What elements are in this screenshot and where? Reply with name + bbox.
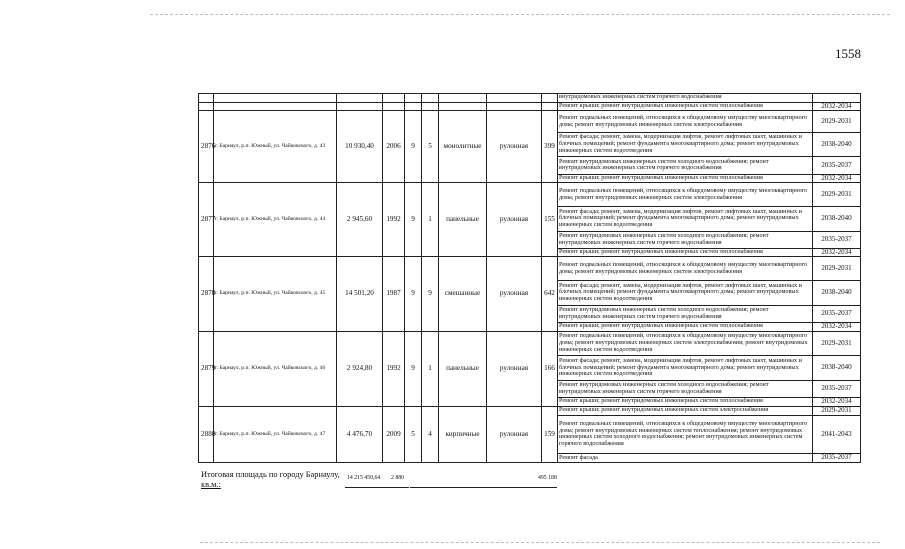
total-area: 2 924,80 bbox=[337, 331, 383, 406]
table-row bbox=[199, 102, 861, 111]
work-years: 2032-2034 bbox=[813, 322, 861, 331]
resident-count: 166 bbox=[542, 331, 558, 406]
work-years: 2029-2031 bbox=[813, 183, 861, 207]
total-label-line1: Итоговая площадь по городу Барнаулу, bbox=[201, 470, 340, 479]
work-description: Ремонт внутридомовых инженерных систем холодного водоснабжения; ремонт внутридомовых инженерных систем горячего водоснабжения bbox=[558, 305, 813, 322]
resident-count: 642 bbox=[542, 257, 558, 331]
resident-count: 399 bbox=[542, 111, 558, 183]
table-row bbox=[199, 257, 861, 281]
continuation-cell bbox=[199, 94, 214, 103]
house-address: г. Барнаул, р.п. Южный, ул. Чайковского, д. 47 bbox=[214, 406, 337, 462]
entrance-count: 5 bbox=[422, 111, 439, 183]
roof-type: рулонная bbox=[487, 331, 542, 406]
work-years: 2032-2034 bbox=[813, 248, 861, 257]
continuation-cell bbox=[383, 94, 405, 103]
work-description: Ремонт крыши; ремонт внутридомовых инженерных систем теплоснабжения bbox=[558, 398, 813, 407]
continuation-cell bbox=[542, 102, 558, 111]
commission-year: 1987 bbox=[383, 257, 405, 331]
work-description: Ремонт крыши; ремонт внутридомовых инженерных систем теплоснабжения bbox=[558, 174, 813, 183]
house-address: г. Барнаул, р.п. Южный, ул. Чайковского, д. 43 bbox=[214, 111, 337, 183]
row-number: 2880 bbox=[199, 406, 214, 462]
page-number: 1558 bbox=[835, 46, 861, 61]
total-underline-area bbox=[345, 487, 393, 488]
work-years: 2029-2031 bbox=[813, 111, 861, 132]
total-label-line2: кв.м.: bbox=[201, 480, 221, 489]
work-description: Ремонт крыши; ремонт внутридомовых инженерных систем теплоснабжения bbox=[558, 102, 813, 111]
commission-year: 2009 bbox=[383, 406, 405, 462]
house-address: г. Барнаул, р.п. Южный, ул. Чайковского, д. 46 bbox=[214, 331, 337, 406]
floor-count: 9 bbox=[405, 331, 422, 406]
row-number: 2877 bbox=[199, 183, 214, 257]
work-years: 2032-2034 bbox=[813, 398, 861, 407]
work-description: Ремонт подвальных помещений, относящихся к общедомовому имуществу многоквартирного дома; ремонт внутридомовых инженерных систем теплоснабжения; ремонт внутридомовых инженерных систем холодного водоснабжения; ремонт внутридомовых инженерных систем горячего водоснабжения bbox=[558, 415, 813, 454]
table-row bbox=[199, 406, 861, 415]
work-years: 2038-2040 bbox=[813, 132, 861, 157]
total-area: 4 476,70 bbox=[337, 406, 383, 462]
continuation-cell bbox=[214, 102, 337, 111]
work-years: 2041-2043 bbox=[813, 415, 861, 454]
work-description: Ремонт крыши; ремонт внутридомовых инженерных систем теплоснабжения bbox=[558, 322, 813, 331]
work-description: Ремонт крыши; ремонт внутридомовых инженерных систем теплоснабжения bbox=[558, 248, 813, 257]
roof-type: рулонная bbox=[487, 183, 542, 257]
total-footer bbox=[201, 470, 340, 490]
total-area: 2 945,60 bbox=[337, 183, 383, 257]
continuation-cell bbox=[405, 102, 422, 111]
total-underline-middle bbox=[410, 487, 539, 488]
continuation-cell bbox=[542, 94, 558, 103]
commission-year: 1992 bbox=[383, 183, 405, 257]
work-years: 2035-2037 bbox=[813, 231, 861, 248]
row-number: 2878 bbox=[199, 257, 214, 331]
commission-year: 1992 bbox=[383, 331, 405, 406]
wall-material: панельные bbox=[439, 183, 487, 257]
resident-count: 155 bbox=[542, 183, 558, 257]
table-row bbox=[199, 183, 861, 207]
work-years: 2035-2037 bbox=[813, 454, 861, 463]
resident-count: 159 bbox=[542, 406, 558, 462]
work-description: Ремонт фасада; ремонт, замена, модернизация лифтов, ремонт лифтовых шахт, машинных и блочных помещений; ремонт фундамента многоквартирного дома; ремонт внутридомовых инженерных систем водоотведения bbox=[558, 206, 813, 231]
work-description: Ремонт фасада; ремонт, замена, модернизация лифтов, ремонт лифтовых шахт, машинных и блочных помещений; ремонт фундамента многоквартирного дома; ремонт внутридомовых инженерных систем водоотведения bbox=[558, 132, 813, 157]
work-years: 2035-2037 bbox=[813, 380, 861, 397]
floor-count: 9 bbox=[405, 111, 422, 183]
total-houses-value: 2 880 bbox=[391, 475, 405, 481]
continuation-cell bbox=[487, 102, 542, 111]
work-description: Ремонт фасада bbox=[558, 454, 813, 463]
roof-type: рулонная bbox=[487, 111, 542, 183]
wall-material: панельные bbox=[439, 331, 487, 406]
continuation-cell bbox=[487, 94, 542, 103]
work-description: Ремонт фасада; ремонт, замена, модернизация лифтов, ремонт лифтовых шахт, машинных и блочных помещений; ремонт фундамента многоквартирного дома; ремонт внутридомовых инженерных систем водоотведения bbox=[558, 356, 813, 381]
scan-edge-top bbox=[150, 14, 890, 15]
floor-count: 5 bbox=[405, 406, 422, 462]
entrance-count: 4 bbox=[422, 406, 439, 462]
row-number: 2879 bbox=[199, 331, 214, 406]
continuation-cell bbox=[337, 94, 383, 103]
table-row bbox=[199, 94, 861, 103]
work-years: 2038-2040 bbox=[813, 206, 861, 231]
commission-year: 2006 bbox=[383, 111, 405, 183]
floor-count: 9 bbox=[405, 257, 422, 331]
continuation-cell bbox=[439, 102, 487, 111]
roof-type: рулонная bbox=[487, 406, 542, 462]
total-area: 14 501,20 bbox=[337, 257, 383, 331]
continuation-cell bbox=[383, 102, 405, 111]
table-row bbox=[199, 111, 861, 132]
continuation-cell bbox=[439, 94, 487, 103]
total-underline-residents bbox=[539, 487, 557, 488]
work-description: Ремонт крыши; ремонт внутридомовых инженерных систем электроснабжения bbox=[558, 406, 813, 415]
wall-material: смешанные bbox=[439, 257, 487, 331]
continuation-cell bbox=[422, 102, 439, 111]
wall-material: монолитные bbox=[439, 111, 487, 183]
entrance-count: 9 bbox=[422, 257, 439, 331]
work-description: Ремонт подвальных помещений, относящихся к общедомовому имуществу многоквартирного дома; ремонт внутридомовых инженерных систем электроснабжения; ремонт внутридомовых инженерных систем водоотведения bbox=[558, 331, 813, 356]
work-description: Ремонт внутридомовых инженерных систем холодного водоснабжения; ремонт внутридомовых инженерных систем горячего водоснабжения bbox=[558, 231, 813, 248]
continuation-cell bbox=[422, 94, 439, 103]
continuation-cell bbox=[214, 94, 337, 103]
work-description: Ремонт внутридомовых инженерных систем холодного водоснабжения; ремонт внутридомовых инженерных систем горячего водоснабжения bbox=[558, 380, 813, 397]
work-years: 2029-2031 bbox=[813, 331, 861, 356]
work-description: Ремонт подвальных помещений, относящихся к общедомовому имуществу многоквартирного дома; ремонт внутридомовых инженерных систем электроснабжения bbox=[558, 183, 813, 207]
total-underline-houses bbox=[393, 487, 409, 488]
continuation-cell bbox=[337, 102, 383, 111]
total-residents-value: 495 188 bbox=[538, 475, 557, 481]
work-years: 2035-2037 bbox=[813, 305, 861, 322]
work-years: 2038-2040 bbox=[813, 281, 861, 306]
work-years: 2032-2034 bbox=[813, 174, 861, 183]
total-area-value: 14 215 450,64 bbox=[347, 475, 381, 481]
work-description: Ремонт фасада; ремонт, замена, модернизация лифтов, ремонт лифтовых шахт, машинных и блочных помещений; ремонт фундамента многоквартирного дома; ремонт внутридомовых инженерных систем водоотведения bbox=[558, 281, 813, 306]
entrance-count: 1 bbox=[422, 183, 439, 257]
work-years bbox=[813, 94, 861, 103]
work-years: 2029-2031 bbox=[813, 257, 861, 281]
total-area: 10 930,40 bbox=[337, 111, 383, 183]
housing-repair-table bbox=[198, 93, 861, 463]
roof-type: рулонная bbox=[487, 257, 542, 331]
work-years: 2035-2037 bbox=[813, 157, 861, 174]
entrance-count: 1 bbox=[422, 331, 439, 406]
floor-count: 9 bbox=[405, 183, 422, 257]
work-years: 2029-2031 bbox=[813, 406, 861, 415]
row-number: 2876 bbox=[199, 111, 214, 183]
work-description: Ремонт подвальных помещений, относящихся к общедомовому имуществу многоквартирного дома; ремонт внутридомовых инженерных систем электроснабжения bbox=[558, 257, 813, 281]
work-years: 2032-2034 bbox=[813, 102, 861, 111]
house-address: г. Барнаул, р.п. Южный, ул. Чайковского, д. 44 bbox=[214, 183, 337, 257]
work-description: Ремонт внутридомовых инженерных систем холодного водоснабжения; ремонт внутридомовых инженерных систем горячего водоснабжения bbox=[558, 157, 813, 174]
work-years: 2038-2040 bbox=[813, 356, 861, 381]
continuation-cell bbox=[199, 102, 214, 111]
wall-material: кирпичные bbox=[439, 406, 487, 462]
work-description: внутридомовых инженерных систем горячего водоснабжения bbox=[558, 94, 813, 103]
table-row bbox=[199, 331, 861, 356]
house-address: г. Барнаул, р.п. Южный, ул. Чайковского, д. 45 bbox=[214, 257, 337, 331]
scan-edge-bottom bbox=[200, 542, 880, 543]
continuation-cell bbox=[405, 94, 422, 103]
work-description: Ремонт подвальных помещений, относящихся к общедомовому имуществу многоквартирного дома; ремонт внутридомовых инженерных систем электроснабжения bbox=[558, 111, 813, 132]
